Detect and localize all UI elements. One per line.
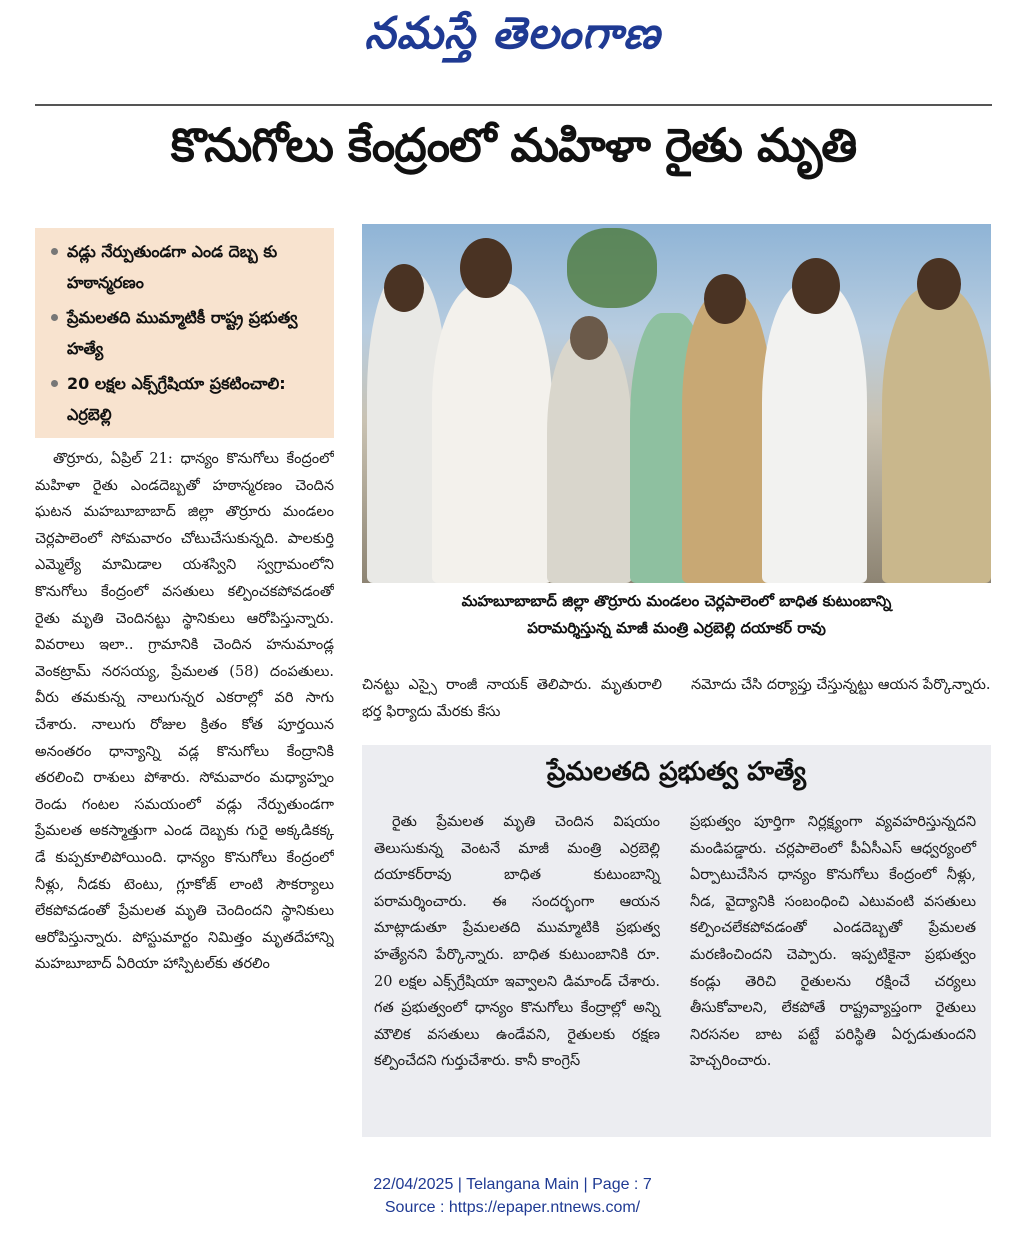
photo-person-head: [792, 258, 840, 314]
article-column-mid-left: [362, 672, 662, 725]
photo-person: [682, 293, 772, 583]
photo-caption: [362, 588, 991, 642]
photo-person: [882, 288, 991, 583]
masthead-divider: [35, 104, 992, 106]
masthead-logo: నమస్తే తెలంగాణ: [364, 8, 661, 59]
sidebar-body: ప్రభుత్వం పూర్తిగా నిర్లక్ష్యంగా వ్యవహరిస్తున్నదని మండిపడ్డారు. చర్లపాలెంలో పీఏసీఎస్ ఆధ్వర్యంలో ఏర్పాటుచేసిన ధాన్యం కొనుగోలు కేంద్రంలో నీళ్లు, నీడ, వైద్యానికి సంబంధించి ఎటువంటి వసతులు కల్పించలేకపోవడంతో ఎండదెబ్బతో ప్రేమలత మరణించిందని చెప్పారు. ఇప్పటికైనా ప్రభుత్వం కండ్లు తెరిచి రైతులను రక్షించే చర్యలు తీసుకోవాలని, లేకపోతే రాష్ట్రవ్యాప్తంగా రైతులు నిరసనల బాట పట్టే పరిస్థితి ఏర్పడుతుందని హెచ్చరించారు.: [690, 814, 976, 1070]
photo-person-head: [917, 258, 961, 310]
highlight-item: వడ్లు నేర్పుతుండగా ఎండ దెబ్బ కు హఠాన్మరణం: [47, 236, 324, 298]
photo-person-head: [384, 264, 424, 312]
article-column-left: [35, 446, 334, 1140]
article-body: చినట్టు ఎస్సై రాంజీ నాయక్ తెలిపారు. మృతురాలి భర్త ఫిర్యాదు మేరకు కేసు: [362, 677, 662, 720]
photo-person-head: [460, 238, 512, 298]
sidebar-body: రైతు ప్రేమలత మృతి చెందిన విషయం తెలుసుకున్న వెంటనే మాజీ మంత్రి ఎర్రబెల్లి దయాకర్‌రావు బాధిత కుటుంబాన్ని పరామర్శించారు. ఈ సందర్భంగా ఆయన మాట్లాడుతూ ప్రేమలతది ముమ్మాటికి ప్రభుత్వ హత్యేనని పేర్కొన్నారు. బాధిత కుటుంబానికి రూ. 20 లక్షల ఎక్స్‌గ్రేషియా ఇవ్వాలని డిమాండ్ చేశారు. గత ప్రభుత్వంలో ధాన్యం కొనుగోలు కేంద్రాల్లో అన్ని మౌలిక వసతులు ఉండేవని, రైతులకు రక్షణ కల్పించేదని గుర్తుచేశారు. కానీ కాంగ్రెస్: [374, 814, 660, 1070]
photo-caption-line: పరామర్శిస్తున్న మాజీ మంత్రి ఎర్రబెల్లి దయాకర్ రావు: [527, 619, 826, 637]
photo-person: [762, 283, 867, 583]
highlight-item: 20 లక్షల ఎక్స్‌గ్రేషియా ప్రకటించాలి: ఎర్రబెల్లి: [47, 368, 324, 430]
photo-tree: [567, 228, 657, 308]
article-body: తొర్రూరు, ఏప్రిల్ 21: ధాన్యం కొనుగోలు కేంద్రంలో మహిళా రైతు ఎండదెబ్బతో హఠాన్మరణం చెందిన ఘటన మహబూబాబాద్ జిల్లా తొర్రూరు మండలం చెర్లపాలెంలో సోమవారం చోటుచేసుకున్నది. పాలకుర్తి ఎమ్మెల్యే మామిడాల యశస్విని స్వగ్రామంలోని కొనుగోలు కేంద్రంలో వసతులు కల్పించకపోవడంతో రైతు మృతి చెందినట్టు స్థానికులు ఆరోపిస్తున్నారు. వివరాలు ఇలా.. గ్రామానికి చెందిన హనుమాండ్ల వెంకట్రామ్ నరసయ్య, ప్రేమలత (58) దంపతులు. వీరు తమకున్న నాలుగున్నర ఎకరాల్లో వరి సాగు చేశారు. నాలుగు రోజుల క్రితం కోత పూర్తయిన అనంతరం ధాన్యాన్ని వడ్ల కొనుగోలు కేంద్రానికి తరలించి రాశులు పోశారు. సోమవారం మధ్యాహ్నం రెండు గంటల సమయంలో వడ్లు నేర్పుతుండగా ప్రేమలత అకస్మాత్తుగా ఎండ దెబ్బకు గురై అక్కడికక్క డే కుప్పకూలిపోయింది. ధాన్యం కొనుగోలు కేంద్రంలో నీళ్లు, నీడకు టెంటు, గ్లూకోజ్ లాంటి సౌకర్యాలు లేకపోవడంతో ప్రేమలత మృతి చెందిందని స్థానికులు ఆరోపిస్తున్నారు. పోస్టుమార్టం నిమిత్తం మృతదేహాన్ని మహబూబాద్ ఏరియా హాస్పిటల్‌కు తరలిం: [35, 451, 334, 973]
article-body: నమోదు చేసి దర్యాప్తు చేస్తున్నట్టు ఆయన పేర్కొన్నారు.: [691, 677, 991, 693]
photo-caption-line: మహబూబాబాద్ జిల్లా తొర్రూరు మండలం చెర్లపాలెంలో బాధిత కుటుంబాన్ని: [461, 592, 892, 610]
highlights-box: [35, 228, 334, 438]
highlight-item: ప్రేమలతది ముమ్మాటికీ రాష్ట్ర ప్రభుత్వ హత్యే: [47, 302, 324, 364]
sidebar-box: [362, 745, 991, 1137]
sidebar-column-1: [374, 809, 660, 1075]
footer-source-link[interactable]: Source : https://epaper.ntnews.com/: [384, 1199, 641, 1216]
page-footer: [0, 1173, 1025, 1219]
footer-date-line: 22/04/2025 | Telangana Main | Page : 7: [373, 1176, 652, 1193]
photo-person-head: [704, 274, 746, 324]
photo-person: [432, 283, 552, 583]
sidebar-column-2: [690, 809, 976, 1075]
page-headline: కొనుగోలు కేంద్రంలో మహిళా రైతు మృతి: [170, 118, 857, 172]
photo-person-head: [570, 316, 608, 360]
article-column-mid-right: [691, 672, 991, 699]
sidebar-title: ప్రేమలతది ప్రభుత్వ హత్యే: [547, 757, 806, 787]
photo-person: [547, 333, 632, 583]
news-photo: [362, 224, 991, 583]
